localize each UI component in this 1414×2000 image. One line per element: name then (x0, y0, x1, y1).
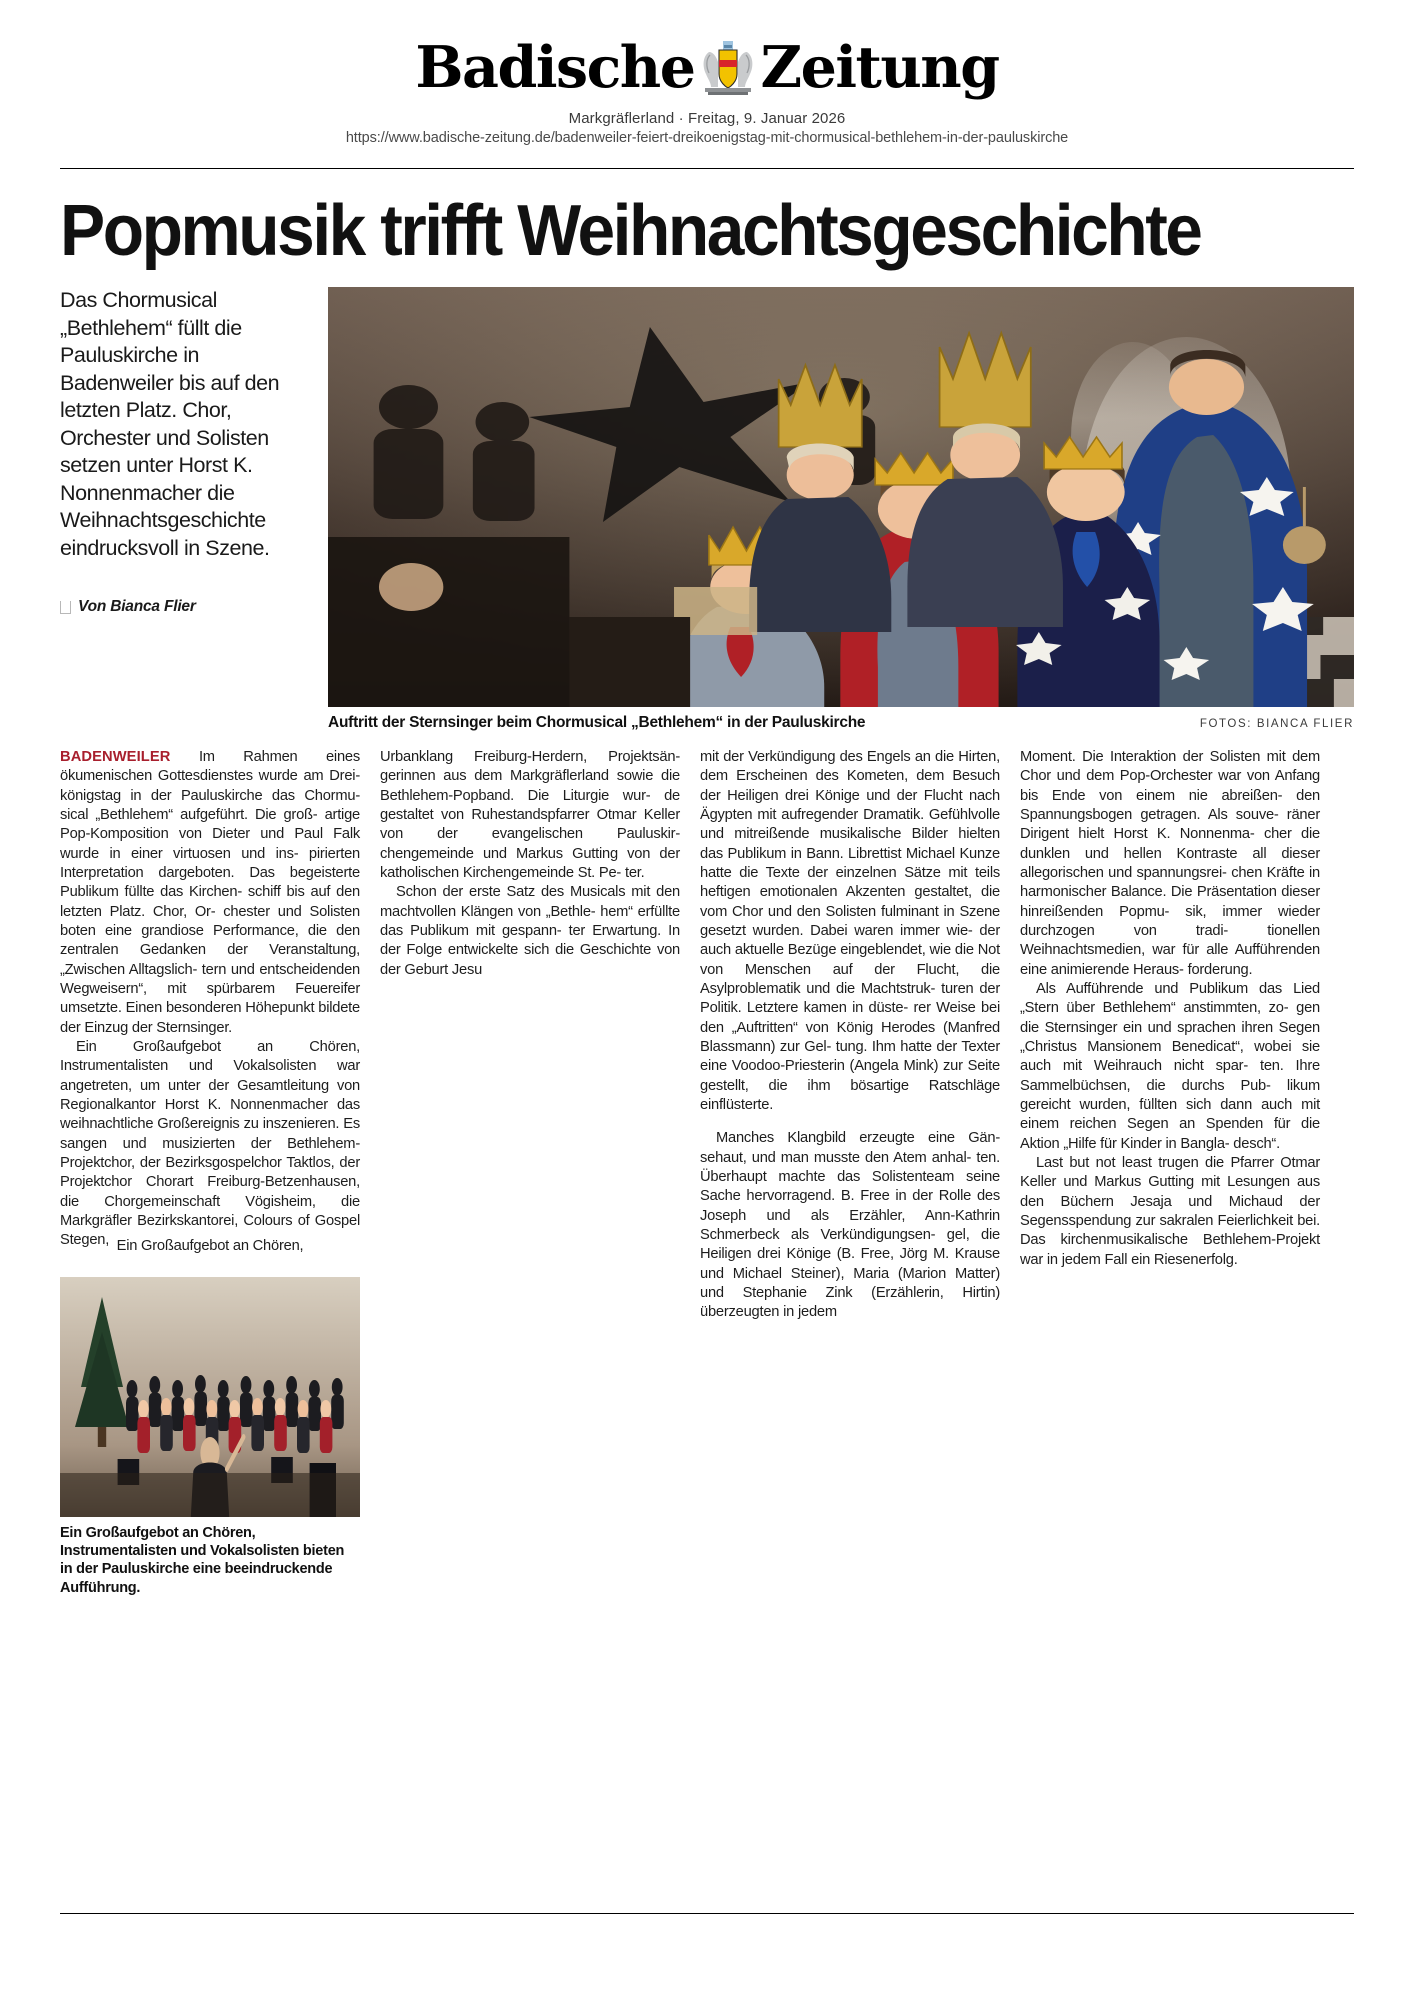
badische-zeitung-crest-icon (699, 36, 757, 98)
sternsinger-photo (328, 287, 1354, 707)
article-top-area (60, 287, 1354, 732)
dateline: BADENWEILER (60, 749, 171, 765)
body-column-1 (60, 748, 360, 1597)
paragraph-text: Im Rahmen eines ökumenischen Gottesdienstes wurde am Drei- königstag in der Pauluskirche das Chormu- sical „Bethlehem“ aufgeführt. Die groß- artige Pop-Komposition von Dieter und Paul Falk wurde in einer virtuosen und ins- pirierten Interpretation dargeboten. Das begeisterte Publikum füllte das Kirchen- schiff bis auf den letzten Platz. Chor, Or- chester und Solisten boten eine grandiose Performance, die den zentralen Gedanken der Veranstaltung, „Zwischen Alltagslich- tern und entscheidenden Wegweisern“, mit spürbarem Feuereifer umsetzte. Einen besonderen Höhepunkt bildete der Einzug der Sternsinger. (60, 749, 360, 1036)
paragraph: mit der Verkündigung des Engels an die Hirten, dem Erscheinen des Kometen, dem Besuch der Heiligen drei Könige und der Flucht nach Ägypten mit aufregender Dramatik. Gefühlvolle und mitreißende musikalische Bilder hielten das Publikum in Bann. Librettist Michael Kunze hatte die Texte der einzelnen Sätze mit teils heftigen emotionalen Akzenten gestaltet, die vom Chor und den Solisten fulminant in Szene gesetzt wurden. Dabei waren immer wie- der auch aktuelle Bezüge eingeblendet, wie die Not von Menschen auf der Flucht, die Asylproblematik und die Machtstruk- turen der Politik. Letztere kamen in düste- rer Weise bei den „Auftritten“ von König Herodes (Manfred Blassmann) zur Gel- tung. Ihm hatte der Texter eine Voodoo-Priesterin (Angela Mink) zur Seite gestellt, die ihm bösartige Ratschläge einflüsterte. (700, 749, 1000, 1113)
byline-bracket-icon (60, 601, 71, 614)
overlap-artifact-text: Ein Großaufgebot an Chören, (116, 1237, 304, 1254)
masthead-logo-right: Zeitung (760, 33, 999, 101)
paragraph: Schon der erste Satz des Musicals mit den machtvollen Klängen von „Bethle- hem“ erfüllte das Publikum mit gespann- ter Erwartung. In der Folge entwickelte sich die Geschichte von der Geburt Jesu (380, 884, 680, 978)
article-lead: Das Chormusical „Bethlehem“ füllt die Pauluskirche in Badenweiler bis auf den letzten Platz. Chor, Orchester und Solisten setzen unter Horst K. Nonnenmacher die Weihnachtsgeschichte eindrucksvoll in Szene. (60, 288, 280, 560)
page-footer-divider (60, 1913, 1354, 1914)
body-column-4 (1020, 748, 1320, 1270)
body-column-3 (700, 748, 1000, 1323)
body-column-2 (380, 748, 680, 980)
masthead-divider (60, 168, 1354, 169)
main-photo-block (328, 287, 1354, 732)
paragraph: Urbanklang Freiburg-Herdern, Projektsän- gerinnen aus dem Markgräflerland sowie die Bethlehem-Popband. Die Liturgie wur- de gestaltet von Ruhestandspfarrer Otmar Keller von der evangelischen Pauluskir- chengemeinde und Markus Gutting von der katholischen Kirchengemeinde St. Pe- ter. (380, 749, 680, 881)
paragraph: Manches Klangbild erzeugte eine Gän- sehaut, und man musste den Atem anhal- ten. Überhaupt machte das Solistenteam seine Sache hervorragend. B. Free in der Rolle des Joseph und als Erzähler, Ann-Kathrin Schmerbeck als Verkündigungsen- gel, die Heiligen drei Könige (B. Free, Jörg M. Krause und Michael Steiner), Maria (Marion Matter) und Stephanie Zink (Erzählerin, Hirtin) überzeugten in jedem (700, 1130, 1000, 1321)
paragraph: Last but not least trugen die Pfarrer Otmar Keller und Markus Gutting mit Lesungen aus den Büchern Jesaja und Michaud der Segensspendung zur sakralen Feierlichkeit bei. Das kirchenmusikalische Bethlehem-Projekt war in jedem Fall ein Riesenerfolg. (1020, 1154, 1320, 1268)
byline-author: Von Bianca Flier (78, 598, 196, 616)
lead-column (60, 287, 328, 732)
main-photo-caption: Auftritt der Sternsinger beim Chormusical „Bethlehem“ in der Pauluskirche (328, 714, 866, 731)
main-photo-credit: FOTOS: BIANCA FLIER (1199, 718, 1354, 730)
masthead-edition-line: Markgräflerland · Freitag, 9. Januar 2026 (568, 110, 846, 127)
second-photo-block (60, 1277, 360, 1598)
paragraph: Ein Großaufgebot an Chören, Instrumentalisten und Vokalsolisten war angetreten, um unter der Gesamtleitung von Regionalkantor Horst K. Nonnenmacher das weihnachtliche Großereignis zu inszenieren. Es sangen und musizierten der Bethlehem-Projektchor, der Bezirksgospelchor Taktlos, der Projektchor Chorart Freiburg-Betzenhausen, die Chorgemeinschaft Vögisheim, die Markgräfler Bezirkskantorei, Colours of Gospel Stegen, (60, 1038, 360, 1249)
paragraph (60, 748, 360, 1038)
second-photo-caption: Ein Großaufgebot an Chören, Instrumentalisten und Vokalsolisten bieten in der Pauluskirche eine beeindruckende Aufführung. (60, 1524, 345, 1596)
masthead-logo (60, 33, 1354, 101)
choir-performance-photo (60, 1277, 360, 1517)
article-body (60, 748, 1354, 1597)
main-photo-caption-row (328, 714, 1354, 732)
masthead (60, 0, 1354, 146)
byline (60, 598, 312, 616)
masthead-logo-left: Badische (415, 33, 695, 101)
paragraph: Als Aufführende und Publikum das Lied „Stern über Bethlehem“ anstimmten, zo- gen die Sternsinger ein und sprachen ihren Segen „Christus Mansionem Benedicat“, wobei sie auch mit Weihrauch nicht spar- ten. Ihre Sammelbüchsen, die durchs Pub- likum gereicht wurden, füllten sich dann auch mit einem reichen Segen an Spenden für die Aktion „Hilfe für Kinder in Bangla- desch“. (1020, 980, 1320, 1152)
page-title: Popmusik trifft Weihnachtsgeschichte (60, 191, 1201, 271)
masthead-article-url[interactable]: https://www.badische-zeitung.de/badenweiler-feiert-dreikoenigstag-mit-chormusical-bethlehem-in-der-pauluskirche (345, 130, 1069, 146)
paragraph: Moment. Die Interaktion der Solisten mit dem Chor und dem Pop-Orchester war von Anfang bis Ende von einem nie abreißen- den Spannungsbogen getragen. Als souve- räner Dirigent hielt Horst K. Nonnenma- cher die dunklen und hellen Kontraste all dieser allegorischen und spannungsrei- chen Kräfte in harmonischer Balance. Die Präsentation dieser hinreißenden Popmu- sik, immer wieder durchzogen von tradi- tionellen Weihnachtsmedien, war für alle Aufführenden eine animierende Heraus- forderung. (1020, 749, 1320, 978)
